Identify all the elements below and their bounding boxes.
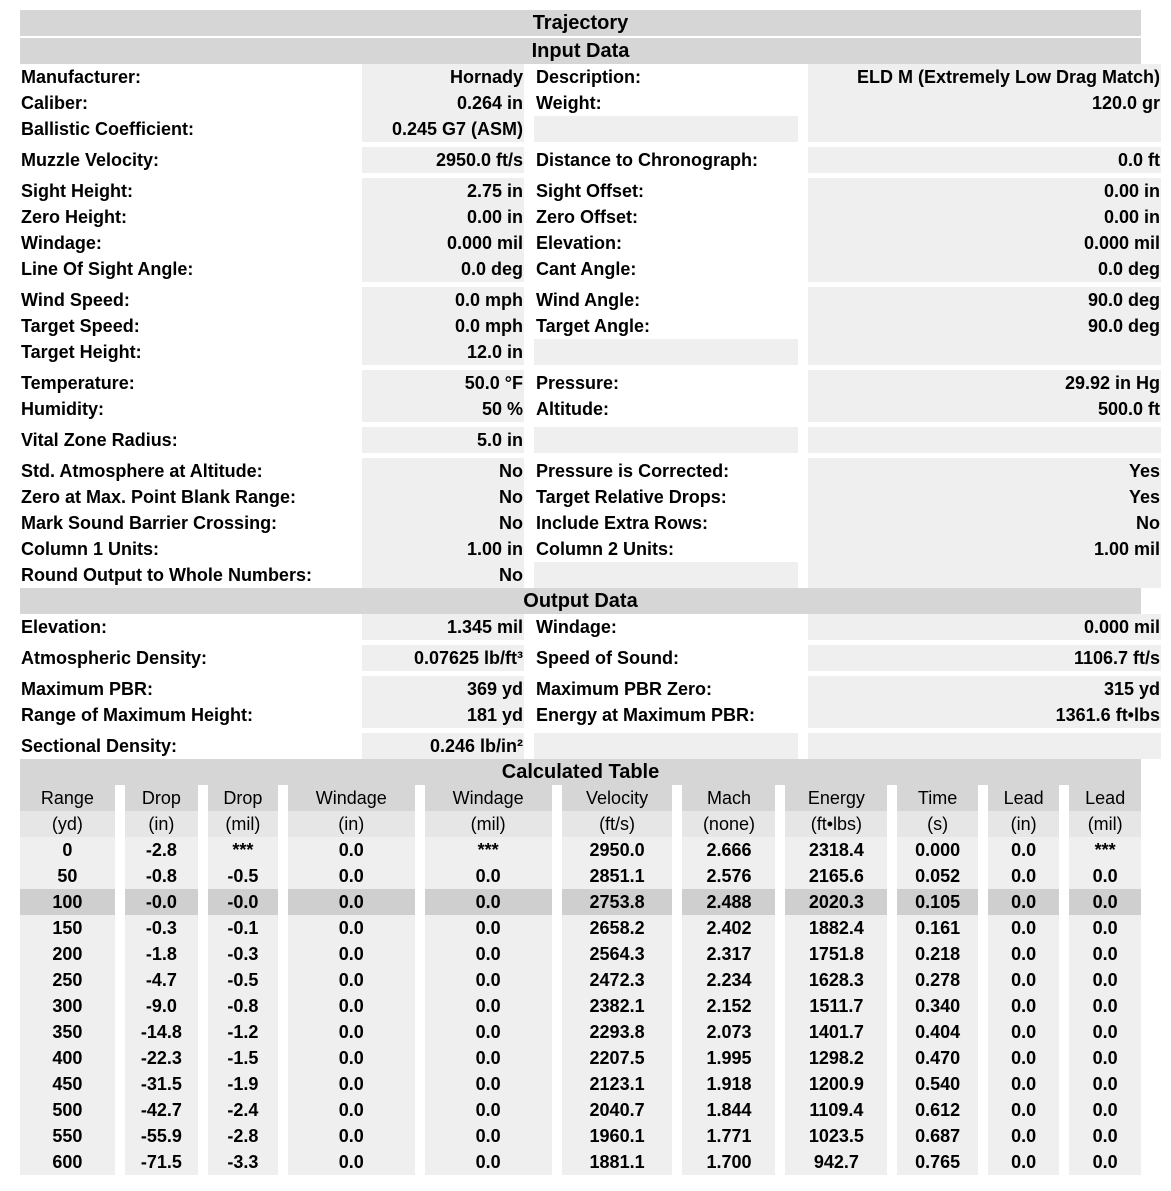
table-cell: 1628.3 bbox=[785, 967, 887, 993]
table-cell: 1298.2 bbox=[785, 1045, 887, 1071]
table-cell: 2318.4 bbox=[785, 837, 887, 863]
table-cell: 600 bbox=[20, 1149, 115, 1175]
table-cell: 2.402 bbox=[682, 915, 775, 941]
table-body bbox=[20, 837, 1141, 1175]
table-cell: 0.0 bbox=[988, 1045, 1060, 1071]
field-label: Sight Height: bbox=[21, 181, 133, 201]
table-cell: 0.0 bbox=[288, 1045, 415, 1071]
field-value: 5.0 in bbox=[362, 427, 524, 453]
table-cell: 0.105 bbox=[897, 889, 977, 915]
table-cell: 2382.1 bbox=[562, 993, 673, 1019]
table-cell: 1751.8 bbox=[785, 941, 887, 967]
field-label bbox=[534, 116, 798, 142]
table-cell: 0.000 bbox=[897, 837, 977, 863]
field-value: 181 yd bbox=[362, 702, 524, 728]
table-cell: -14.8 bbox=[125, 1019, 198, 1045]
field-value bbox=[808, 339, 1161, 365]
table-cell: 0.0 bbox=[1069, 1097, 1141, 1123]
table-cell: 0.612 bbox=[897, 1097, 977, 1123]
field-label: Pressure: bbox=[536, 373, 620, 393]
table-cell: 50 bbox=[20, 863, 115, 889]
table-cell: 0.0 bbox=[988, 1149, 1060, 1175]
field-value: 12.0 in bbox=[362, 339, 524, 365]
table-cell: 0.0 bbox=[988, 1071, 1060, 1097]
table-cell: 0.0 bbox=[288, 1097, 415, 1123]
field-label bbox=[534, 339, 798, 365]
field-label: Range of Maximum Height: bbox=[21, 705, 254, 725]
table-cell: 1881.1 bbox=[562, 1149, 673, 1175]
field-value: 0.0 mph bbox=[362, 287, 524, 313]
field-value: 0.000 mil bbox=[362, 230, 524, 256]
column-unit: (none) bbox=[682, 811, 775, 837]
field-label: Speed of Sound: bbox=[536, 648, 679, 668]
table-cell: 0.0 bbox=[1069, 1045, 1141, 1071]
table-cell: 1511.7 bbox=[785, 993, 887, 1019]
field-value: Yes bbox=[808, 458, 1161, 484]
table-cell: -0.3 bbox=[208, 941, 278, 967]
field-label: Column 2 Units: bbox=[536, 539, 674, 559]
field-value: 1.345 mil bbox=[362, 614, 524, 640]
field-value: 0.0 deg bbox=[362, 256, 524, 282]
field-label: Altitude: bbox=[536, 399, 609, 419]
table-cell: 150 bbox=[20, 915, 115, 941]
table-cell: 0.0 bbox=[1069, 1071, 1141, 1097]
table-cell: 0.0 bbox=[425, 1149, 552, 1175]
table-cell: 1023.5 bbox=[785, 1123, 887, 1149]
field-value: 1106.7 ft/s bbox=[808, 645, 1161, 671]
table-cell: 300 bbox=[20, 993, 115, 1019]
field-value: 0.0 mph bbox=[362, 313, 524, 339]
calculated-table-heading: Calculated Table bbox=[20, 759, 1141, 785]
field-value: 0.264 in bbox=[362, 90, 524, 116]
table-cell: *** bbox=[208, 837, 278, 863]
field-value: 1.00 in bbox=[362, 536, 524, 562]
field-label: Description: bbox=[536, 67, 642, 87]
table-cell: 0.0 bbox=[425, 1097, 552, 1123]
field-label: Elevation: bbox=[21, 617, 108, 637]
field-value: 50 % bbox=[362, 396, 524, 422]
column-unit: (mil) bbox=[1069, 811, 1141, 837]
field-value: ELD M (Extremely Low Drag Match) bbox=[808, 64, 1161, 90]
table-cell: 100 bbox=[20, 889, 115, 915]
column-unit: (s) bbox=[897, 811, 977, 837]
column-unit: (in) bbox=[288, 811, 415, 837]
table-cell: 0.340 bbox=[897, 993, 977, 1019]
table-cell: -4.7 bbox=[125, 967, 198, 993]
field-value: 90.0 deg bbox=[808, 313, 1161, 339]
table-cell: 0.0 bbox=[988, 863, 1060, 889]
field-label: Sectional Density: bbox=[21, 736, 178, 756]
table-cell: -0.1 bbox=[208, 915, 278, 941]
field-value: 50.0 °F bbox=[362, 370, 524, 396]
field-label: Zero at Max. Point Blank Range: bbox=[21, 487, 297, 507]
field-value: 0.00 in bbox=[808, 204, 1161, 230]
field-label: Muzzle Velocity: bbox=[21, 150, 160, 170]
table-row bbox=[20, 1019, 1141, 1045]
table-cell: 2.317 bbox=[682, 941, 775, 967]
trajectory-report bbox=[20, 10, 1160, 1175]
table-cell: 500 bbox=[20, 1097, 115, 1123]
field-label bbox=[534, 427, 798, 453]
field-value: 315 yd bbox=[808, 676, 1161, 702]
table-cell: 0.0 bbox=[988, 837, 1060, 863]
table-cell: 0.0 bbox=[425, 915, 552, 941]
table-cell: 2564.3 bbox=[562, 941, 673, 967]
table-cell: 0.0 bbox=[1069, 915, 1141, 941]
field-value: 90.0 deg bbox=[808, 287, 1161, 313]
field-value bbox=[808, 562, 1161, 588]
column-header: Range bbox=[20, 785, 115, 811]
table-cell: 0.0 bbox=[988, 915, 1060, 941]
field-value bbox=[808, 116, 1161, 142]
table-cell: 0.470 bbox=[897, 1045, 977, 1071]
table-cell: 1882.4 bbox=[785, 915, 887, 941]
table-cell: 1200.9 bbox=[785, 1071, 887, 1097]
table-cell: 0.0 bbox=[425, 1123, 552, 1149]
table-cell: 0.0 bbox=[988, 889, 1060, 915]
field-group bbox=[20, 733, 1141, 759]
field-label: Round Output to Whole Numbers: bbox=[21, 565, 312, 585]
column-header: Lead bbox=[988, 785, 1060, 811]
table-cell: -1.9 bbox=[208, 1071, 278, 1097]
field-label: Target Relative Drops: bbox=[536, 487, 727, 507]
table-cell: 0.052 bbox=[897, 863, 977, 889]
table-cell: 0.0 bbox=[988, 967, 1060, 993]
field-group bbox=[20, 147, 1160, 173]
table-cell: 0.0 bbox=[1069, 889, 1141, 915]
table-cell: -0.0 bbox=[125, 889, 198, 915]
column-header: Drop bbox=[208, 785, 278, 811]
field-label: Std. Atmosphere at Altitude: bbox=[21, 461, 263, 481]
table-cell: 0.0 bbox=[288, 1071, 415, 1097]
table-cell: 0.404 bbox=[897, 1019, 977, 1045]
table-row bbox=[20, 1149, 1141, 1175]
table-units-row bbox=[20, 811, 1141, 837]
table-row bbox=[20, 1097, 1141, 1123]
table-row bbox=[20, 837, 1141, 863]
table-cell: 0.0 bbox=[425, 993, 552, 1019]
table-cell: 0.540 bbox=[897, 1071, 977, 1097]
table-cell: 0.0 bbox=[1069, 1149, 1141, 1175]
field-value: 2.75 in bbox=[362, 178, 524, 204]
calculated-table bbox=[10, 785, 1151, 1175]
table-cell: 2.234 bbox=[682, 967, 775, 993]
table-cell: 0.0 bbox=[1069, 1019, 1141, 1045]
table-cell: 1.995 bbox=[682, 1045, 775, 1071]
table-cell: 0.0 bbox=[425, 1071, 552, 1097]
table-cell: 0.0 bbox=[425, 967, 552, 993]
table-cell: 0.0 bbox=[1069, 1123, 1141, 1149]
table-cell: 1401.7 bbox=[785, 1019, 887, 1045]
table-cell: -2.8 bbox=[208, 1123, 278, 1149]
table-cell: 0.0 bbox=[288, 967, 415, 993]
table-cell: -55.9 bbox=[125, 1123, 198, 1149]
field-label: Pressure is Corrected: bbox=[536, 461, 730, 481]
table-cell: 2.666 bbox=[682, 837, 775, 863]
field-group bbox=[20, 614, 1160, 640]
table-cell: 0.0 bbox=[1069, 967, 1141, 993]
field-group bbox=[20, 178, 1160, 282]
field-value: 500.0 ft bbox=[808, 396, 1161, 422]
table-cell: 2.576 bbox=[682, 863, 775, 889]
column-header: Windage bbox=[425, 785, 552, 811]
field-value: 0.07625 lb/ft³ bbox=[362, 645, 524, 671]
table-cell: 0.0 bbox=[288, 1149, 415, 1175]
field-label: Manufacturer: bbox=[21, 67, 142, 87]
table-cell: -1.5 bbox=[208, 1045, 278, 1071]
table-cell: 2753.8 bbox=[562, 889, 673, 915]
column-header: Windage bbox=[288, 785, 415, 811]
table-cell: 0.0 bbox=[288, 863, 415, 889]
table-cell: 0.0 bbox=[288, 993, 415, 1019]
table-cell: -0.8 bbox=[208, 993, 278, 1019]
table-cell: 2293.8 bbox=[562, 1019, 673, 1045]
table-cell: 0.0 bbox=[288, 837, 415, 863]
field-label: Cant Angle: bbox=[536, 259, 637, 279]
field-value: 29.92 in Hg bbox=[808, 370, 1161, 396]
table-cell: 2207.5 bbox=[562, 1045, 673, 1071]
table-cell: -0.8 bbox=[125, 863, 198, 889]
table-cell: 0.0 bbox=[425, 1045, 552, 1071]
table-cell: 0.218 bbox=[897, 941, 977, 967]
field-label: Distance to Chronograph: bbox=[536, 150, 759, 170]
column-header: Lead bbox=[1069, 785, 1141, 811]
table-cell: -0.5 bbox=[208, 967, 278, 993]
table-cell: -1.8 bbox=[125, 941, 198, 967]
field-label: Zero Height: bbox=[21, 207, 127, 227]
table-row bbox=[20, 889, 1141, 915]
table-cell: 250 bbox=[20, 967, 115, 993]
field-group bbox=[20, 427, 1141, 453]
table-cell: 0.687 bbox=[897, 1123, 977, 1149]
table-cell: -9.0 bbox=[125, 993, 198, 1019]
field-label: Line Of Sight Angle: bbox=[21, 259, 194, 279]
field-value: 120.0 gr bbox=[808, 90, 1161, 116]
table-cell: 0.0 bbox=[988, 993, 1060, 1019]
table-cell: 1.844 bbox=[682, 1097, 775, 1123]
field-label: Vital Zone Radius: bbox=[21, 430, 178, 450]
field-value: 0.00 in bbox=[362, 204, 524, 230]
field-group bbox=[20, 645, 1160, 671]
table-cell: -22.3 bbox=[125, 1045, 198, 1071]
table-cell: 0.0 bbox=[288, 1123, 415, 1149]
table-cell: 0.0 bbox=[425, 889, 552, 915]
table-cell: 2.073 bbox=[682, 1019, 775, 1045]
field-value: Hornady bbox=[362, 64, 524, 90]
table-cell: 2851.1 bbox=[562, 863, 673, 889]
table-cell: 0.0 bbox=[988, 941, 1060, 967]
page-title: Trajectory bbox=[20, 10, 1141, 36]
table-cell: 2020.3 bbox=[785, 889, 887, 915]
field-value: 0.0 deg bbox=[808, 256, 1161, 282]
table-cell: 0.0 bbox=[988, 1097, 1060, 1123]
table-cell: -0.3 bbox=[125, 915, 198, 941]
field-label: Target Angle: bbox=[536, 316, 651, 336]
field-value: No bbox=[362, 484, 524, 510]
column-header: Time bbox=[897, 785, 977, 811]
field-label: Zero Offset: bbox=[536, 207, 639, 227]
table-row bbox=[20, 941, 1141, 967]
field-group bbox=[20, 458, 1160, 588]
table-cell: -31.5 bbox=[125, 1071, 198, 1097]
table-cell: 2950.0 bbox=[562, 837, 673, 863]
field-label: Target Speed: bbox=[21, 316, 140, 336]
field-value: 1361.6 ft•lbs bbox=[808, 702, 1161, 728]
table-cell: -0.5 bbox=[208, 863, 278, 889]
table-cell: 0.278 bbox=[897, 967, 977, 993]
field-label: Wind Speed: bbox=[21, 290, 130, 310]
table-header-row bbox=[20, 785, 1141, 811]
field-label: Temperature: bbox=[21, 373, 135, 393]
field-label: Windage: bbox=[536, 617, 617, 637]
column-header: Mach bbox=[682, 785, 775, 811]
table-cell: 0.0 bbox=[288, 941, 415, 967]
table-row bbox=[20, 915, 1141, 941]
field-label: Humidity: bbox=[21, 399, 104, 419]
table-cell: 0.0 bbox=[288, 1019, 415, 1045]
field-label: Sight Offset: bbox=[536, 181, 644, 201]
table-cell: 0.0 bbox=[288, 889, 415, 915]
column-unit: (in) bbox=[125, 811, 198, 837]
output-data-heading: Output Data bbox=[20, 588, 1141, 614]
field-value: 0.246 lb/in² bbox=[362, 733, 524, 759]
field-label: Include Extra Rows: bbox=[536, 513, 709, 533]
field-value: 2950.0 ft/s bbox=[362, 147, 524, 173]
table-row bbox=[20, 1071, 1141, 1097]
field-label: Elevation: bbox=[536, 233, 623, 253]
field-value: No bbox=[362, 510, 524, 536]
field-label: Mark Sound Barrier Crossing: bbox=[21, 513, 278, 533]
field-value: 1.00 mil bbox=[808, 536, 1161, 562]
table-row bbox=[20, 993, 1141, 1019]
table-cell: 1.771 bbox=[682, 1123, 775, 1149]
field-label: Column 1 Units: bbox=[21, 539, 159, 559]
output-data-section bbox=[20, 614, 1160, 759]
field-group bbox=[20, 64, 1160, 142]
input-data-section bbox=[20, 64, 1160, 588]
table-cell: *** bbox=[1069, 837, 1141, 863]
column-header: Drop bbox=[125, 785, 198, 811]
field-group bbox=[20, 676, 1160, 728]
field-value: 0.000 mil bbox=[808, 230, 1161, 256]
table-cell: 2.152 bbox=[682, 993, 775, 1019]
field-label: Maximum PBR Zero: bbox=[536, 679, 713, 699]
table-cell: 0.0 bbox=[1069, 863, 1141, 889]
field-label: Atmospheric Density: bbox=[21, 648, 208, 668]
table-cell: 0.0 bbox=[288, 915, 415, 941]
table-cell: 1.918 bbox=[682, 1071, 775, 1097]
table-cell: -71.5 bbox=[125, 1149, 198, 1175]
table-cell: 2165.6 bbox=[785, 863, 887, 889]
field-label: Wind Angle: bbox=[536, 290, 641, 310]
field-value: 0.000 mil bbox=[808, 614, 1161, 640]
column-unit: (ft•lbs) bbox=[785, 811, 887, 837]
column-header: Energy bbox=[785, 785, 887, 811]
field-group bbox=[20, 287, 1160, 365]
field-label: Caliber: bbox=[21, 93, 89, 113]
field-label: Target Height: bbox=[21, 342, 142, 362]
field-label: Ballistic Coefficient: bbox=[21, 119, 195, 139]
table-cell: -0.0 bbox=[208, 889, 278, 915]
table-cell: -42.7 bbox=[125, 1097, 198, 1123]
field-label: Maximum PBR: bbox=[21, 679, 154, 699]
field-label bbox=[534, 733, 798, 759]
table-cell: 0.0 bbox=[1069, 941, 1141, 967]
column-unit: (in) bbox=[988, 811, 1060, 837]
table-cell: 1109.4 bbox=[785, 1097, 887, 1123]
table-cell: 942.7 bbox=[785, 1149, 887, 1175]
table-cell: 2472.3 bbox=[562, 967, 673, 993]
field-value: 0.245 G7 (ASM) bbox=[362, 116, 524, 142]
table-cell: 0.0 bbox=[425, 941, 552, 967]
field-label: Energy at Maximum PBR: bbox=[536, 705, 756, 725]
table-cell: 2123.1 bbox=[562, 1071, 673, 1097]
column-unit: (mil) bbox=[208, 811, 278, 837]
field-value: Yes bbox=[808, 484, 1161, 510]
column-header: Velocity bbox=[562, 785, 673, 811]
table-cell: 0.765 bbox=[897, 1149, 977, 1175]
column-unit: (yd) bbox=[20, 811, 115, 837]
table-cell: *** bbox=[425, 837, 552, 863]
table-cell: 0.0 bbox=[425, 863, 552, 889]
table-row bbox=[20, 967, 1141, 993]
table-cell: 2040.7 bbox=[562, 1097, 673, 1123]
field-value: No bbox=[808, 510, 1161, 536]
table-cell: 450 bbox=[20, 1071, 115, 1097]
field-value: No bbox=[362, 458, 524, 484]
table-cell: 400 bbox=[20, 1045, 115, 1071]
table-cell: -1.2 bbox=[208, 1019, 278, 1045]
column-unit: (ft/s) bbox=[562, 811, 673, 837]
field-value bbox=[808, 733, 1161, 759]
field-value: 0.0 ft bbox=[808, 147, 1161, 173]
field-value: 369 yd bbox=[362, 676, 524, 702]
table-row bbox=[20, 1045, 1141, 1071]
field-value: No bbox=[362, 562, 524, 588]
input-data-heading: Input Data bbox=[20, 38, 1141, 64]
table-cell: -2.8 bbox=[125, 837, 198, 863]
field-label: Windage: bbox=[21, 233, 102, 253]
field-label: Weight: bbox=[536, 93, 602, 113]
column-unit: (mil) bbox=[425, 811, 552, 837]
table-cell: 1960.1 bbox=[562, 1123, 673, 1149]
table-cell: 2.488 bbox=[682, 889, 775, 915]
table-cell: 350 bbox=[20, 1019, 115, 1045]
field-group bbox=[20, 370, 1160, 422]
table-row bbox=[20, 1123, 1141, 1149]
table-cell: 0.0 bbox=[988, 1019, 1060, 1045]
table-cell: -3.3 bbox=[208, 1149, 278, 1175]
field-value bbox=[808, 427, 1161, 453]
table-cell: 0 bbox=[20, 837, 115, 863]
table-row bbox=[20, 863, 1141, 889]
table-cell: 0.0 bbox=[1069, 993, 1141, 1019]
table-cell: 550 bbox=[20, 1123, 115, 1149]
field-label bbox=[534, 562, 798, 588]
table-cell: 0.0 bbox=[425, 1019, 552, 1045]
table-cell: 200 bbox=[20, 941, 115, 967]
table-cell: 1.700 bbox=[682, 1149, 775, 1175]
table-cell: 0.161 bbox=[897, 915, 977, 941]
table-cell: 2658.2 bbox=[562, 915, 673, 941]
table-cell: -2.4 bbox=[208, 1097, 278, 1123]
field-value: 0.00 in bbox=[808, 178, 1161, 204]
table-cell: 0.0 bbox=[988, 1123, 1060, 1149]
